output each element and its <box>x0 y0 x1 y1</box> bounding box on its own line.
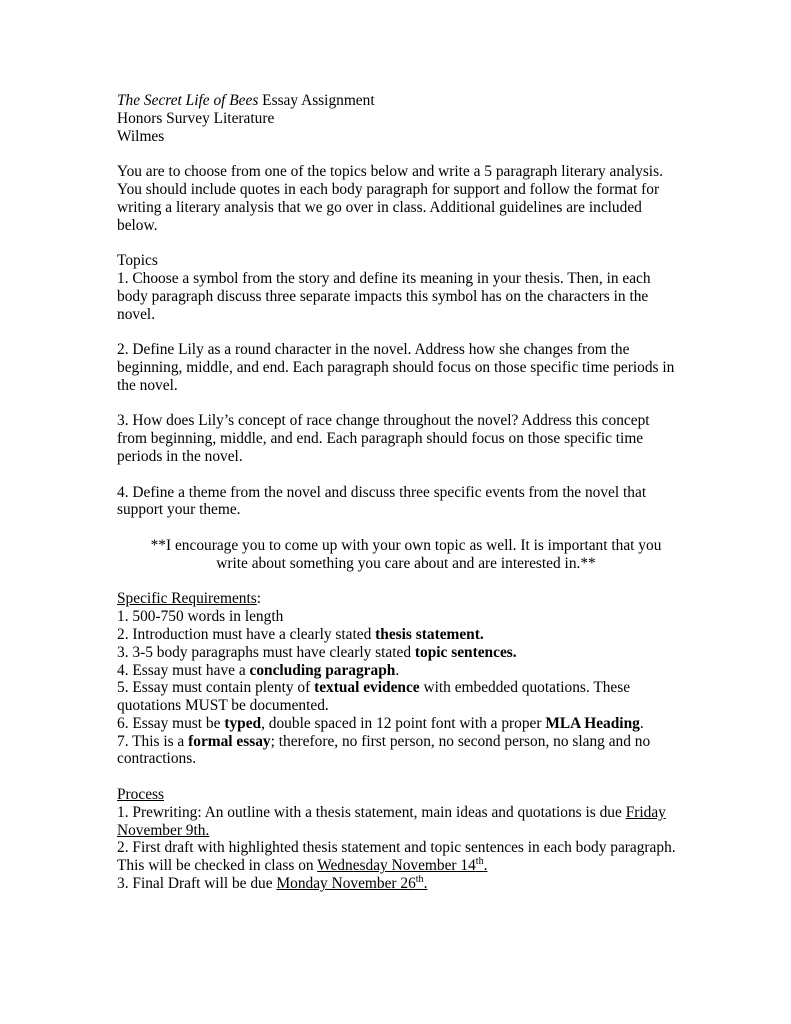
requirement-4: 4. Essay must have a concluding paragraph. <box>117 661 400 679</box>
topic-item-2: 2. Define Lily as a round character in the novel. Address how she changes from the beginning, middle, and end. Each paragraph should focus on those specific time periods in the novel. <box>117 341 675 394</box>
requirement-6: 6. Essay must be typed, double spaced in 12 point font with a proper MLA Heading. <box>117 714 644 732</box>
teacher-name: Wilmes <box>117 127 165 145</box>
process-step-1: 1. Prewriting: An outline with a thesis statement, main ideas and quotations is due Friday November 9th. <box>117 803 666 839</box>
course-name: Honors Survey Literature <box>117 109 275 127</box>
book-title: The Secret Life of Bees <box>117 92 259 109</box>
due-date-final-draft: Monday November 26th. <box>276 873 428 893</box>
requirement-1: 1. 500-750 words in length <box>117 608 284 626</box>
requirement-7: 7. This is a formal essay; therefore, no first person, no second person, no slang and no contractions. <box>117 732 651 768</box>
encourage-note: **I encourage you to come up with your own topic as well. It is important that you write about something you care about and are interested in.** <box>150 536 662 572</box>
requirements-heading: Specific Requirements: <box>117 590 262 608</box>
due-date-prewriting: Friday November 9th. <box>117 803 666 839</box>
requirement-2: 2. Introduction must have a clearly stated thesis statement. <box>117 625 484 643</box>
requirement-3: 3. 3-5 body paragraphs must have clearly stated topic sentences. <box>117 643 517 661</box>
document-body <box>117 92 677 893</box>
requirement-5: 5. Essay must contain plenty of textual evidence with embedded quotations. These quotations MUST be documented. <box>117 679 631 715</box>
topic-item-1: 1. Choose a symbol from the story and define its meaning in your thesis. Then, in each body paragraph discuss three separate impacts this symbol has on the characters in the novel. <box>117 269 651 323</box>
topics-heading: Topics <box>117 252 158 270</box>
process-step-3: 3. Final Draft will be due Monday November 26th. <box>117 873 428 893</box>
document-title: The Secret Life of Bees Essay Assignment <box>117 92 375 109</box>
intro-paragraph: You are to choose from one of the topics below and write a 5 paragraph literary analysis. You should include quotes in each body paragraph for support and follow the format for writing a literary analysis that we go over in class. Additional guidelines are included below. <box>117 163 663 234</box>
topic-item-4: 4. Define a theme from the novel and discuss three specific events from the novel that support your theme. <box>117 483 647 519</box>
process-heading: Process <box>117 786 165 804</box>
topic-item-3: 3. How does Lily’s concept of race change throughout the novel? Address this concept from beginning, middle, and end. Each paragraph should focus on those specific time periods in the novel. <box>117 412 650 465</box>
due-date-first-draft: Wednesday November 14th. <box>317 856 488 875</box>
process-step-2: 2. First draft with highlighted thesis statement and topic sentences in each body paragraph. This will be checked in class on Wednesday November 14th. <box>117 839 676 875</box>
